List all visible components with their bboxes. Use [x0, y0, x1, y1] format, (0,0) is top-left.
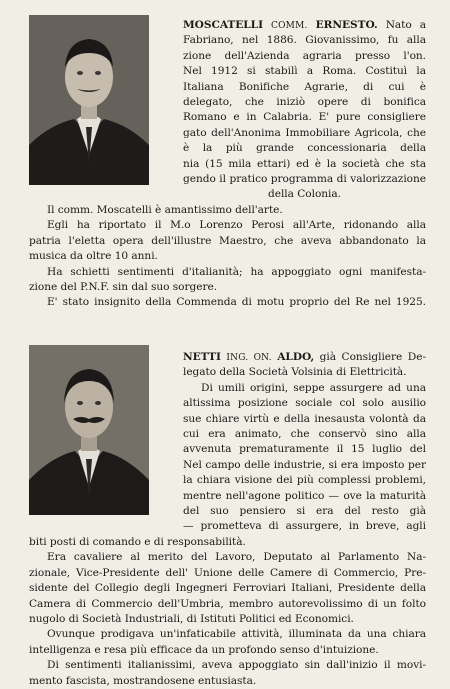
entry-moscatelli-head [183, 18, 426, 203]
text-line: Nel campo delle industrie, si era imposto per [183, 458, 426, 471]
text-line: Ovunque prodigava un'infaticabile attività, illuminata da una chiara [47, 628, 426, 641]
text-line: biti posti di comando e di responsabilità. [29, 536, 246, 548]
portrait-netti [29, 345, 149, 515]
text-line: è la più grande concessionaria della [183, 142, 426, 155]
text-line: intelligenza e resa più efficace da un profondo senso d'intuizione. [29, 643, 379, 656]
text-line: Nato a [385, 19, 426, 31]
surname: MOSCATELLI [183, 19, 263, 31]
first-name: ERNESTO. [315, 19, 378, 31]
surname: NETTI [183, 351, 221, 363]
text-line: E' stato insignito della Commenda di motu proprio del Re nel 1925. [47, 296, 426, 309]
text-line: della Colonia. [268, 188, 341, 201]
portrait-moscatelli-image [29, 15, 149, 185]
text-line: delegato, che iniziò opere di bonifica [183, 95, 426, 108]
text-line: del suo pensiero si era del resto già [183, 504, 426, 517]
text-line: zionale, Vice-Presidente dell' Unione delle Camere di Commercio, Pre- [29, 566, 426, 579]
text-line: legato della Società Volsinia di Elettricità. [183, 366, 407, 379]
text-line: Romano e in Calabria. E' pure consigliere [183, 111, 426, 124]
text-line: altissima posizione sociale col solo ausilio [183, 397, 426, 410]
entry-moscatelli-body [29, 203, 426, 311]
text-line: la chiara visione dei più complessi problemi, [183, 474, 426, 487]
portrait-moscatelli [29, 15, 149, 185]
text-line: Camera di Commercio dell'Umbria, membro autorevolissimo di un folto [29, 597, 426, 610]
text-line: Egli ha riportato il M.o Lorenzo Perosi all'Arte, ridonando alla [47, 219, 426, 232]
entry-netti-head [183, 350, 426, 535]
text-line: Era cavaliere al merito del Lavoro, Deputato al Parlamento Na- [47, 551, 426, 564]
text-line: Fabriano, nel 1886. Giovanissimo, fu alla [183, 34, 426, 47]
text-line: nia (15 mila ettari) ed è la società che sta [183, 157, 426, 170]
first-name: ALDO, [277, 351, 315, 363]
text-line: musica da oltre 10 anni. [29, 250, 158, 263]
text-line: mento fascista, mostrandosene entusiasta. [29, 674, 257, 687]
text-line: sidente del Collegio degli Ingegneri Ferroviari Italiani, Presidente della [29, 582, 426, 595]
text-line: Ha schietti sentimenti d'italianità; ha appoggiato ogni manifesta- [47, 265, 426, 278]
text-line: gendo il pratico programma di valorizzazione [183, 172, 426, 185]
entry-moscatelli-heading [183, 18, 426, 33]
text-line: Italiana Bonifiche Agrarie, di cui è [183, 80, 426, 93]
text-line: sue chiare virtù e della inesausta volontà da [183, 412, 426, 425]
portrait-netti-image [29, 345, 149, 515]
entry-netti-body [29, 535, 426, 689]
text-line: avvenuta prematuramente il 15 luglio del [183, 443, 426, 456]
text-line: zione del P.N.F. sin dal suo sorgere. [29, 280, 218, 293]
text-line: già Consigliere De- [319, 351, 426, 363]
text-line: Di sentimenti italianissimi, aveva appoggiato sin dall'inizio il movi- [47, 659, 426, 672]
text-line: patria l'eletta opera dell'illustre Maestro, che aveva abbandonato la [29, 234, 426, 247]
text-line: Di umili origini, seppe assurgere ad una [201, 381, 426, 394]
text-line: nugolo di Società Industriali, di Istituti Politici ed Economici. [29, 612, 354, 625]
entry-netti-heading [183, 350, 426, 365]
text-line: mentre nell'agone politico — ove la maturità [183, 489, 426, 502]
text-line: Il comm. Moscatelli è amantissimo dell'arte. [47, 204, 283, 216]
honorific: COMM. [271, 21, 308, 31]
text-line: cui era animato, che conservò sino alla [183, 427, 426, 440]
text-line: — prometteva di assurgere, in breve, agli [183, 520, 426, 533]
text-line: Nel 1912 si stabilì a Roma. Costituì la [183, 65, 426, 78]
honorific: ING. ON. [226, 353, 272, 363]
text-line: gato dell'Anonima Immobiliare Agricola, che [183, 126, 426, 139]
text-line: zione dell'Azienda agraria presso l'on. [183, 49, 426, 62]
